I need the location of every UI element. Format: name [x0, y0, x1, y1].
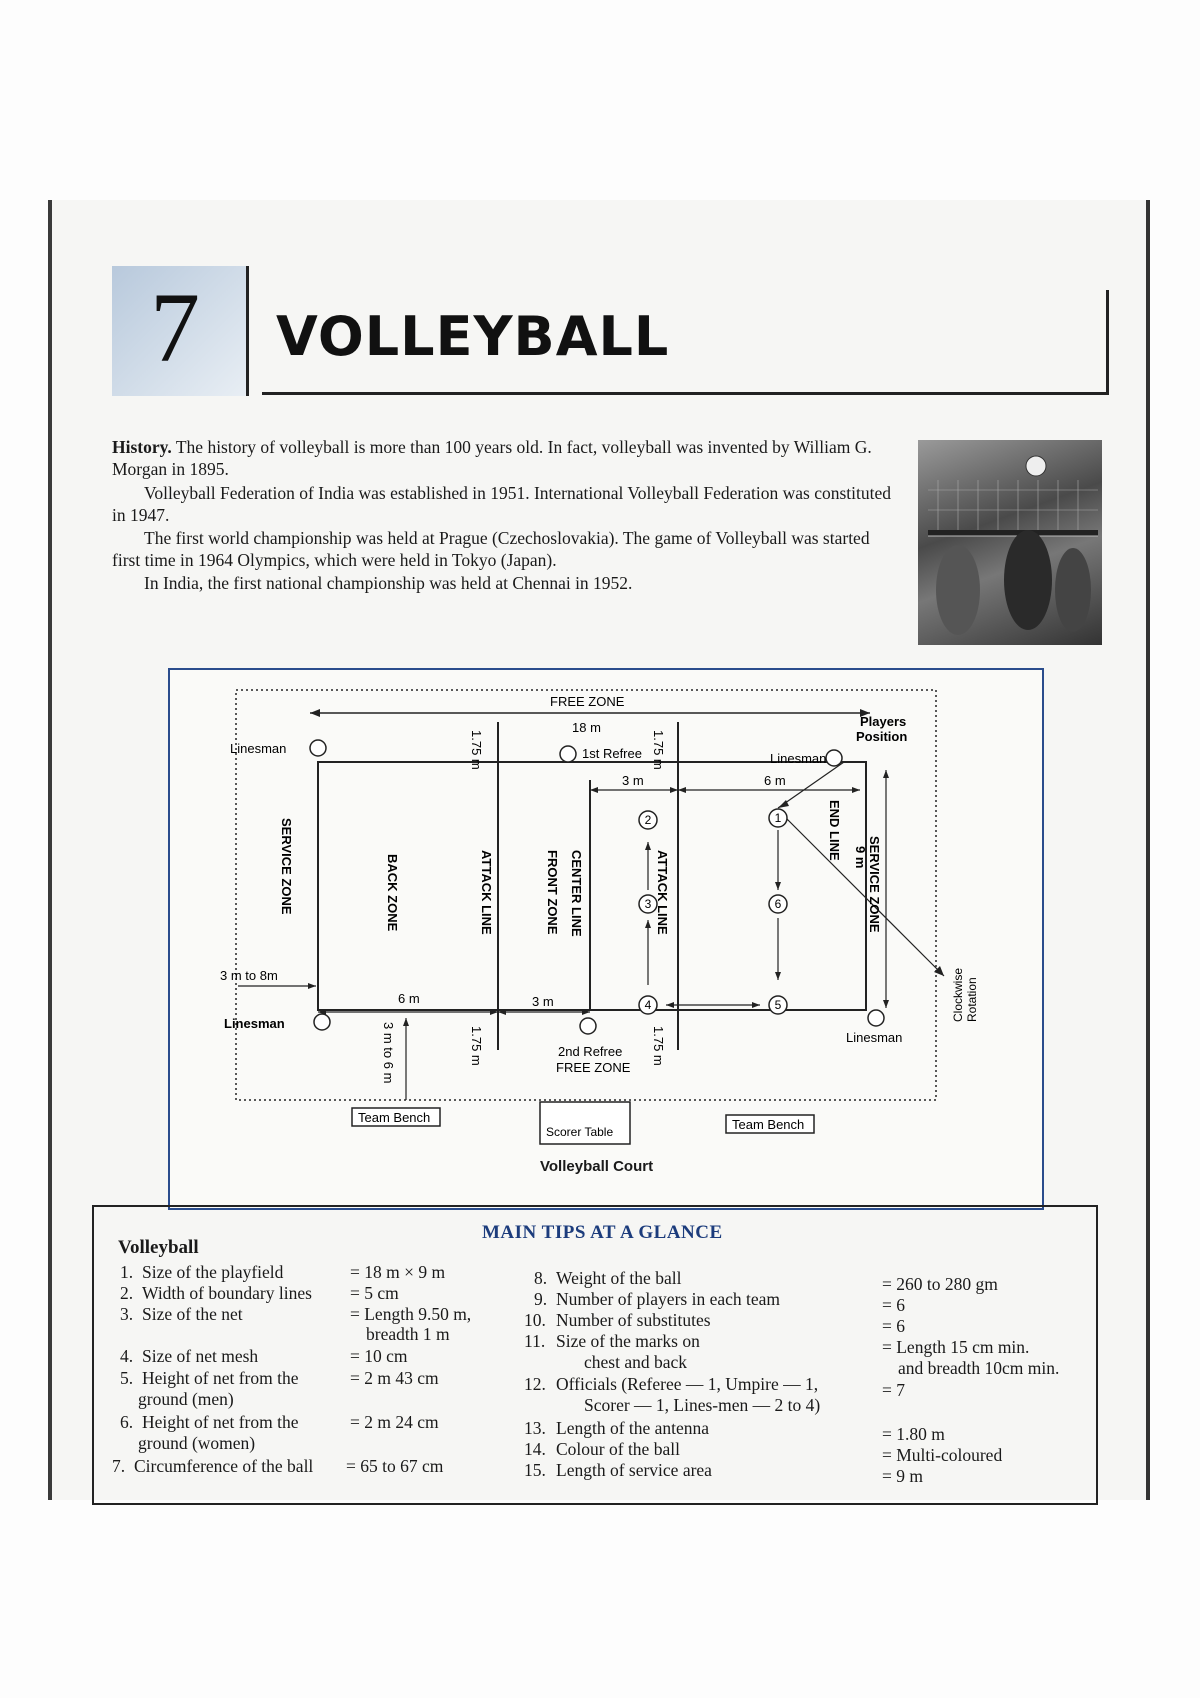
- tip-7-number: 7.: [112, 1456, 126, 1476]
- service-zone-left-label: SERVICE ZONE: [279, 818, 294, 915]
- scorer-table-label: Scorer Table: [546, 1125, 614, 1139]
- tip-2-label: Width of boundary lines: [142, 1283, 312, 1303]
- center-line-label: CENTER LINE: [569, 850, 584, 937]
- dim-3m-top: 3 m: [622, 773, 644, 788]
- tip-11-label: Size of the marks on: [556, 1331, 700, 1351]
- linesman-top-right-marker: [826, 750, 842, 766]
- history-text-1: The history of volleyball is more than 100 years old. In fact, volleyball was invented by William G. Morgan in 1895.: [112, 437, 872, 479]
- tip-7-value: = 65 to 67 cm: [346, 1456, 444, 1476]
- tip-1-number: 1.: [120, 1262, 134, 1282]
- history-paragraph-1: [112, 436, 902, 480]
- tip-10-label: Number of substitutes: [556, 1310, 711, 1330]
- tip-9-label: Number of players in each team: [556, 1289, 781, 1309]
- players-position-label-2: Position: [856, 729, 908, 744]
- linesman-bottom-left-marker: [314, 1014, 330, 1030]
- history-paragraph-3: The first world championship was held at Prague (Czechoslovakia). The game of Volleyball was started first time in 1964 Olympics, which were held in Tokyo (Japan).: [112, 528, 870, 570]
- tip-4-value: = 10 cm: [350, 1346, 408, 1366]
- tip-4-number: 4.: [120, 1346, 134, 1366]
- attack-line-left-label: ATTACK LINE: [479, 850, 494, 935]
- tip-12-value: = 7: [882, 1380, 905, 1400]
- tip-13-number: 13.: [524, 1418, 546, 1438]
- chapter-number: 7: [150, 272, 200, 383]
- volleyball-photo: [918, 440, 1102, 645]
- linesman-top-right-label: Linesman: [770, 751, 827, 766]
- rotation-label-2: Rotation: [965, 977, 979, 1022]
- second-referee-marker: [580, 1018, 596, 1034]
- tip-11-number: 11.: [524, 1331, 546, 1351]
- dim-175-bottom-right: 1.75 m: [651, 1026, 666, 1066]
- tip-8-number: 8.: [534, 1268, 548, 1288]
- linesman-bottom-left-label: Linesman: [224, 1016, 285, 1031]
- first-referee-marker: [560, 746, 576, 762]
- team-bench-right-label: Team Bench: [732, 1117, 805, 1132]
- tip-10-number: 10.: [524, 1310, 546, 1330]
- tip-3-number: 3.: [120, 1304, 134, 1324]
- tip-15-number: 15.: [524, 1460, 546, 1480]
- tip-9-number: 9.: [534, 1289, 548, 1309]
- tip-14-label: Colour of the ball: [556, 1439, 680, 1459]
- player-4-label: 4: [644, 998, 652, 1012]
- tip-9-value: = 6: [882, 1295, 905, 1315]
- dim-175-top-right: 1.75 m: [651, 730, 666, 770]
- tip-5-number: 5.: [120, 1368, 134, 1388]
- volleyball-court-diagram: [170, 670, 1038, 1204]
- linesman-bottom-right-label: Linesman: [846, 1030, 903, 1045]
- tip-12-label-2: Scorer — 1, Lines-men — 2 to 4): [584, 1395, 821, 1415]
- tip-7-label: Circumference of the ball: [134, 1456, 314, 1476]
- front-zone-label: FRONT ZONE: [545, 850, 560, 935]
- player-2-label: 2: [644, 813, 652, 827]
- tip-2-number: 2.: [120, 1283, 134, 1303]
- player-5-label: 5: [774, 998, 782, 1012]
- tip-4-label: Size of net mesh: [142, 1346, 259, 1366]
- players-position-label-1: Players: [860, 714, 907, 729]
- history-paragraph-4: In India, the first national championship was held at Chennai in 1952.: [144, 573, 633, 593]
- tip-2-value: = 5 cm: [350, 1283, 399, 1303]
- title-right-border: [1106, 290, 1109, 395]
- chapter-title: VOLLEYBALL: [276, 305, 670, 368]
- tip-3-label: Size of the net: [142, 1304, 243, 1324]
- tip-1-value: = 18 m × 9 m: [350, 1262, 446, 1282]
- tip-15-value: = 9 m: [882, 1466, 923, 1486]
- tip-5-value: = 2 m 43 cm: [350, 1368, 439, 1388]
- first-referee-label: 1st Refree: [582, 746, 642, 761]
- dim-175-top-left: 1.75 m: [469, 730, 484, 770]
- tip-12-label: Officials (Referee — 1, Umpire — 1,: [556, 1374, 819, 1394]
- tip-6-label: Height of net from the: [142, 1412, 299, 1432]
- attack-line-right-label: ATTACK LINE: [655, 850, 670, 935]
- tips-subheading: Volleyball: [118, 1237, 199, 1258]
- tip-3-value: = Length 9.50 m,: [350, 1304, 472, 1324]
- player-6-label: 6: [774, 897, 782, 911]
- dim-3-to-6-label: 3 m to 6 m: [381, 1022, 396, 1084]
- dim-175-bottom-left: 1.75 m: [469, 1026, 484, 1066]
- second-referee-label: 2nd Refree: [558, 1044, 623, 1059]
- tip-1-label: Size of the playfield: [142, 1262, 284, 1282]
- linesman-top-left-label: Linesman: [230, 741, 287, 756]
- tip-11-label-2: chest and back: [584, 1352, 688, 1372]
- tip-13-label: Length of the antenna: [556, 1418, 710, 1438]
- dim-3-to-8-label: 3 m to 8m: [220, 968, 278, 983]
- tips-heading: MAIN TIPS AT A GLANCE: [482, 1222, 723, 1243]
- title-underline: [262, 392, 1108, 395]
- tip-6-value: = 2 m 24 cm: [350, 1412, 439, 1432]
- tip-15-label: Length of service area: [556, 1460, 712, 1480]
- history-paragraph-2: Volleyball Federation of India was established in 1951. International Volleyball Federation was constituted in 1947.: [112, 483, 891, 525]
- free-zone-top-label: FREE ZONE: [550, 694, 625, 709]
- tip-8-label: Weight of the ball: [556, 1268, 682, 1288]
- tip-5-label: Height of net from the: [142, 1368, 299, 1388]
- length-label: 18 m: [572, 720, 601, 735]
- page-edge: [48, 200, 52, 1500]
- player-1-label: 1: [774, 811, 782, 825]
- player-3-label: 3: [644, 897, 652, 911]
- tip-8-value: = 260 to 280 gm: [882, 1274, 998, 1294]
- end-line-label: END LINE: [827, 800, 842, 861]
- tip-6-number: 6.: [120, 1412, 134, 1432]
- dim-3m-bottom: 3 m: [532, 994, 554, 1009]
- tip-14-number: 14.: [524, 1439, 546, 1459]
- team-bench-left-label: Team Bench: [358, 1110, 431, 1125]
- service-zone-right-label: SERVICE ZONE: [867, 836, 882, 933]
- tip-10-value: = 6: [882, 1316, 905, 1336]
- tip-13-value: = 1.80 m: [882, 1424, 945, 1444]
- rotation-label-1: Clockwise: [951, 967, 965, 1022]
- tip-11-value: = Length 15 cm min.: [882, 1337, 1030, 1357]
- tip-12-number: 12.: [524, 1374, 546, 1394]
- dim-6m-bottom: 6 m: [398, 991, 420, 1006]
- tip-6-label-2: ground (women): [138, 1433, 256, 1453]
- back-zone-label: BACK ZONE: [385, 854, 400, 932]
- service-zone-right-dim: 9 m: [853, 846, 868, 869]
- tip-3-value-2: breadth 1 m: [366, 1324, 450, 1344]
- history-label: History.: [112, 437, 172, 457]
- free-zone-bottom-label: FREE ZONE: [556, 1060, 631, 1075]
- linesman-top-left-marker: [310, 740, 326, 756]
- tip-14-value: = Multi-coloured: [882, 1445, 1003, 1465]
- dim-6m-top: 6 m: [764, 773, 786, 788]
- tip-5-label-2: ground (men): [138, 1389, 234, 1409]
- tip-11-value-2: and breadth 10cm min.: [898, 1358, 1060, 1378]
- linesman-bottom-right-marker: [868, 1010, 884, 1026]
- court-caption: Volleyball Court: [540, 1158, 654, 1175]
